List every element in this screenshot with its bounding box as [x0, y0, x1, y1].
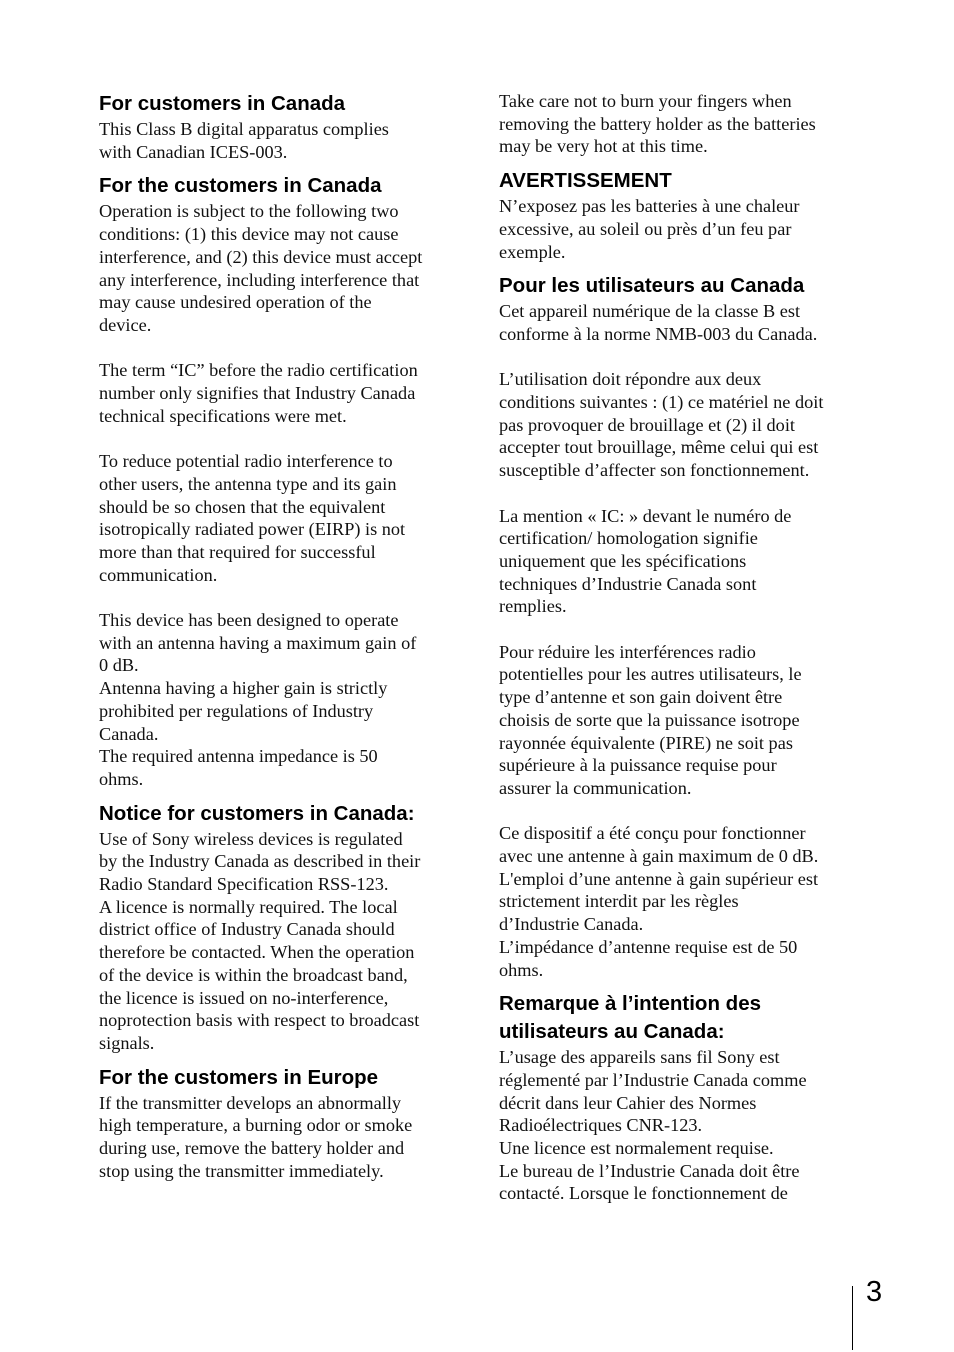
heading-utilisateurs-canada: Pour les utilisateurs au Canada [499, 274, 805, 298]
paragraph-antenna-gain: This device has been designed to operate with an antenna having a maximum gain of 0 dB. Antenna having a higher gain is strictly prohibited per regulations of Industry Canada. The required antenna impedance is 50 ohms. [99, 610, 417, 789]
paragraph-ic-term: The term “IC” before the radio certification number only signifies that Industry Canada technical specifications were met. [99, 360, 418, 426]
heading-customers-canada: For customers in Canada [99, 92, 346, 115]
page-number: 3 [866, 1276, 883, 1308]
paragraph-sony-wireless: Use of Sony wireless devices is regulated by the Industry Canada as described in their Radio Standard Specification RSS-123. A licence is normally required. The local district office of Industry Canada should therefore be contacted. When the operation of the device is within the broadcast band, the licence is issued on no-interference, noprotection basis with respect to broadcast signals. [99, 828, 421, 1053]
paragraph-appareils-sans-fil: L’usage des appareils sans fil Sony est réglementé par l’Industrie Canada comme décrit dans leur Cahier des Normes Radioélectriques CNR-123. Une licence est normalement requise. Le bureau de l’Industrie Canada doit être contacté. Lorsque le fonctionnement de [499, 1047, 807, 1204]
paragraph-mention-ic: La mention « IC: » devant le numéro de certification/ homologation signifie uniquement que les spécifications techniques d’Industrie Canada sont remplies. [499, 505, 792, 617]
paragraph-batteries-chaleur: N’exposez pas les batteries à une chaleur excessive, au soleil ou près d’un feu par exemple. [499, 196, 800, 262]
heading-notice-canada: Notice for customers in Canada: [99, 801, 415, 825]
paragraph-transmitter-warning: If the transmitter develops an abnormally high temperature, a burning odor or smoke during use, remove the battery holder and stop using the transmitter immediately. [99, 1092, 413, 1181]
paragraph-gain-antenne: Ce dispositif a été conçu pour fonctionner avec une antenne à gain maximum de 0 dB. L'emploi d’une antenne à gain supérieur est strictement interdit par les règles d’Industrie Canada. L’impédance d’antenne requise est de 50 ohms. [499, 823, 819, 980]
paragraph-interferences-radio: Pour réduire les interférences radio potentielles pour les autres utilisateurs, le type d’antenne et son gain doivent être choisis de sorte que la puissance isotrope rayonnée équivalente (PIRE) ne soit pas supérieure à la puissance requise pour assurer la communication. [499, 641, 802, 798]
heading-the-customers-canada: For the customers in Canada [99, 174, 382, 198]
paragraph-radio-interference: To reduce potential radio interference to other users, the antenna type and its gain should be so chosen that the equivalent isotropically radiated power (EIRP) is not more than that required for successful communication. [99, 451, 406, 585]
paragraph-burn-caution: Take care not to burn your fingers when removing the battery holder as the batteries may be very hot at this time. [499, 91, 816, 157]
paragraph-nmb-003: Cet appareil numérique de la classe B est conforme à la norme NMB-003 du Canada. [499, 301, 818, 344]
left-column [99, 90, 455, 1182]
heading-customers-europe: For the customers in Europe [99, 1065, 379, 1089]
right-column [499, 90, 859, 1205]
paragraph-ices-compliance: This Class B digital apparatus complies with Canadian ICES-003. [99, 119, 389, 162]
heading-remarque-canada: Remarque à l’intention des utilisateurs au Canada: [499, 992, 761, 1044]
paragraph-operation-conditions: Operation is subject to the following two conditions: (1) this device may not cause interference, and (2) this device must accept any interference, including interference that may cause undesired operation of the device. [99, 201, 423, 335]
paragraph-conditions-fr: L’utilisation doit répondre aux deux conditions suivantes : (1) ce matériel ne doit pas provoquer de brouillage et (2) il doit accepter tout brouillage, même celui qui est susceptible d’affecter son fonctionnement. [499, 369, 824, 481]
page-number-rule [852, 1286, 853, 1350]
heading-avertissement: AVERTISSEMENT [499, 169, 672, 193]
